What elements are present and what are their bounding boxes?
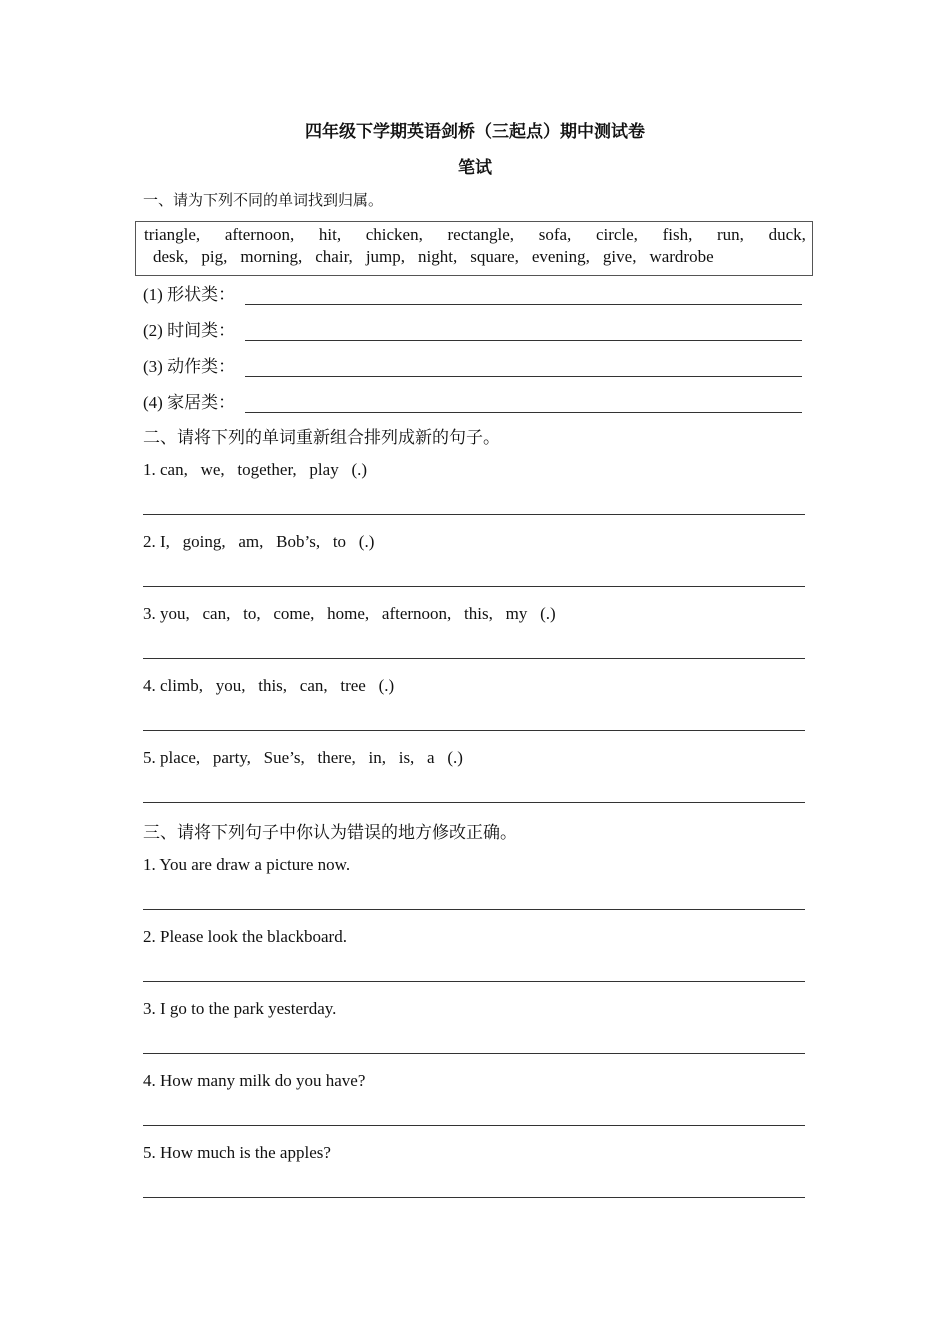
- word: night,: [418, 247, 458, 266]
- answer-line[interactable]: [143, 981, 805, 982]
- section3-heading: 三、请将下列句子中你认为错误的地方修改正确。: [143, 823, 517, 843]
- word: jump,: [365, 247, 406, 266]
- word-row-2: [144, 246, 806, 268]
- answer-line[interactable]: [143, 1125, 805, 1126]
- category-row: [143, 352, 802, 377]
- category-label: 动作类：: [167, 357, 236, 377]
- word: evening,: [531, 247, 590, 266]
- question: 5. place, party, Sue’s, there, in, is, a (.): [143, 748, 463, 767]
- word: wardrobe: [649, 247, 714, 266]
- answer-line[interactable]: [143, 730, 805, 731]
- answer-line[interactable]: [143, 514, 805, 515]
- word: pig,: [201, 247, 228, 266]
- answer-line[interactable]: [143, 658, 805, 659]
- word: duck,: [768, 225, 806, 244]
- section2-heading: 二、请将下列的单词重新组合排列成新的句子。: [143, 428, 500, 448]
- section1-heading: 一、请为下列不同的单词找到归属。: [143, 191, 384, 209]
- word: rectangle,: [447, 225, 515, 244]
- word-box: [135, 221, 813, 276]
- page-subtitle: 笔试: [458, 158, 492, 178]
- category-label: 时间类：: [167, 321, 236, 341]
- category-label: 家居类：: [167, 393, 236, 413]
- question: 1. You are draw a picture now.: [143, 855, 351, 874]
- question: 1. can, we, together, play (.): [143, 460, 368, 479]
- category-number: (2): [143, 321, 163, 340]
- category-number: (3): [143, 357, 163, 376]
- answer-line[interactable]: [143, 586, 805, 587]
- question: 4. How many milk do you have?: [143, 1071, 366, 1090]
- word: triangle,: [144, 225, 201, 244]
- word: desk,: [153, 247, 189, 266]
- word: afternoon,: [224, 225, 295, 244]
- category-label: 形状类：: [167, 285, 236, 305]
- word: chicken,: [365, 225, 423, 244]
- answer-line[interactable]: [143, 802, 805, 803]
- category-row: [143, 280, 802, 305]
- answer-line[interactable]: [143, 1197, 805, 1198]
- page-title: 四年级下学期英语剑桥（三起点）期中测试卷: [305, 122, 645, 142]
- question: 3. I go to the park yesterday.: [143, 999, 337, 1018]
- word: run,: [717, 225, 744, 244]
- answer-line[interactable]: [245, 322, 802, 341]
- word: sofa,: [538, 225, 572, 244]
- word: chair,: [315, 247, 353, 266]
- category-row: [143, 316, 802, 341]
- question: 2. I, going, am, Bob’s, to (.): [143, 532, 375, 551]
- question: 3. you, can, to, come, home, afternoon, this, my (.): [143, 604, 556, 623]
- answer-line[interactable]: [143, 909, 805, 910]
- word: hit,: [318, 225, 342, 244]
- question: 2. Please look the blackboard.: [143, 927, 347, 946]
- category-row: [143, 388, 802, 413]
- word-row-1: [144, 224, 806, 246]
- word: morning,: [240, 247, 303, 266]
- answer-line[interactable]: [245, 394, 802, 413]
- answer-line[interactable]: [143, 1053, 805, 1054]
- word: fish,: [662, 225, 693, 244]
- answer-line[interactable]: [245, 286, 802, 305]
- answer-line[interactable]: [245, 358, 802, 377]
- question: 5. How much is the apples?: [143, 1143, 331, 1162]
- category-number: (4): [143, 393, 163, 412]
- word: square,: [470, 247, 519, 266]
- category-number: (1): [143, 285, 163, 304]
- word: circle,: [595, 225, 638, 244]
- word: give,: [602, 247, 637, 266]
- question: 4. climb, you, this, can, tree (.): [143, 676, 395, 695]
